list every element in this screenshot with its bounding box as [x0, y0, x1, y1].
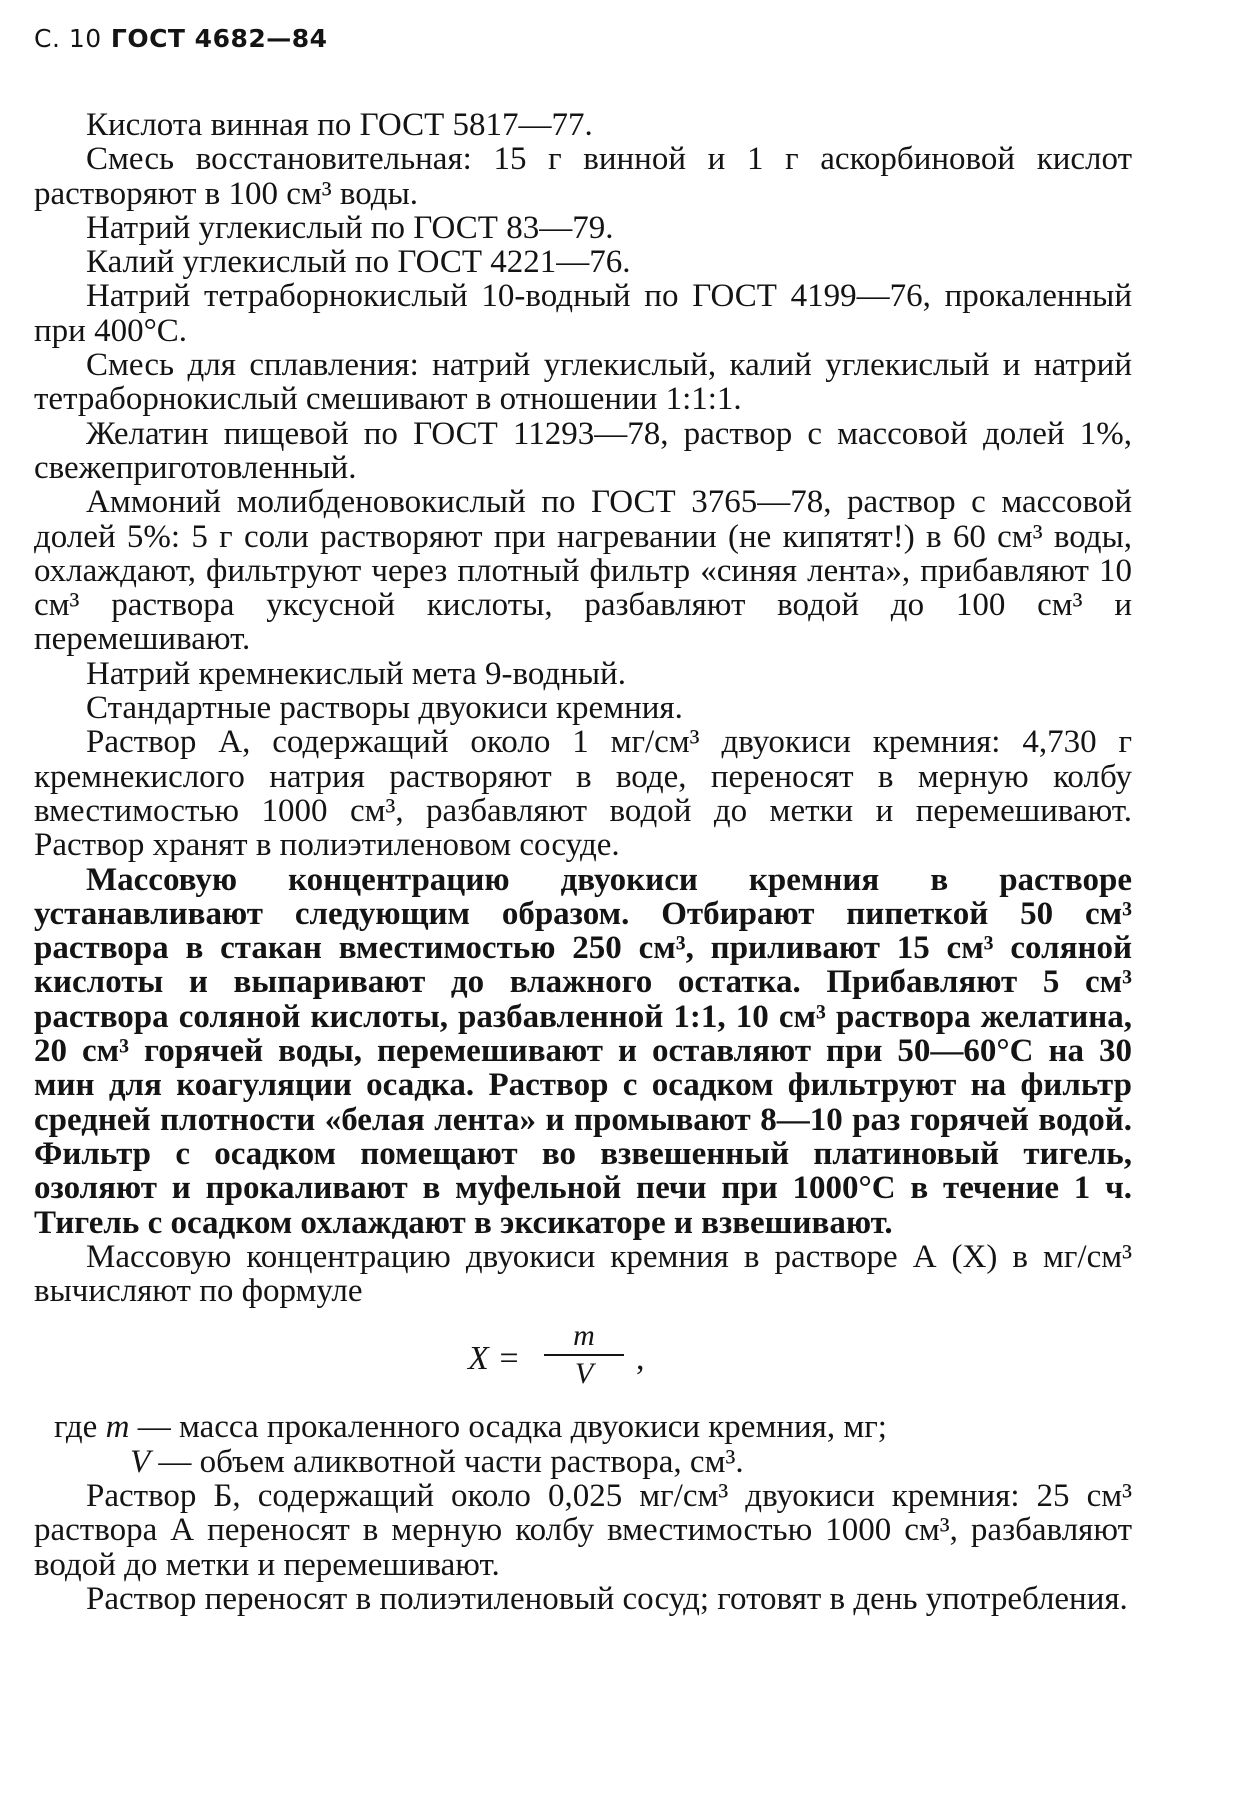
legend-symbol: m — [105, 1409, 130, 1446]
legend-prefix: где — [54, 1409, 98, 1446]
paragraph: Желатин пищевой по ГОСТ 11293—78, раствор с массовой долей 1%, свежеприготовленный. — [34, 415, 1132, 486]
paragraph: Массовую концентрацию двуокиси кремния в растворе устанавливают следующим образом. Отбирают пипеткой 50 см³ раствора в стакан вместимостью 250 см³, приливают 15 см³ соляной кислоты и выпаривают до влажного остатка. Прибавляют 5 см³ раствора соляной кислоты, разбавленной 1:1, 10 см³ раствора желатина, 20 см³ горячей воды, перемешивают и оставляют при 50—60°С на 30 мин для коагуляции осадка. Раствор с осадком фильтруют на фильтр средней плотности «белая лента» и промывают 8—10 раз горячей водой. Фильтр с осадком помещают во взвешенный платиновый тигель, озоляют и прокаливают в муфельной печи при 1000°С в течение 1 ч. Тигель с осадком охлаждают в эксикаторе и взвешивают. — [34, 861, 1132, 1241]
paragraph: Раствор переносят в полиэтиленовый сосуд; готовят в день употребления. — [86, 1580, 1128, 1617]
paragraph: Кислота винная по ГОСТ 5817—77. — [86, 107, 593, 143]
paragraph: Стандартные растворы двуокиси кремния. — [86, 690, 683, 727]
formula-fraction — [544, 1320, 624, 1390]
paragraph: Натрий тетраборнокислый 10-водный по ГОСТ 4199—76, прокаленный при 400°С. — [34, 278, 1132, 349]
formula — [34, 1320, 1132, 1400]
paragraph: Натрий углекислый по ГОСТ 83—79. — [86, 209, 614, 246]
paragraph: Массовую концентрацию двуокиси кремния в растворе А (X) в мг/см³ вычисляют по формуле — [34, 1238, 1132, 1310]
page-number: С. 10 — [34, 24, 102, 53]
legend-text: — масса прокаленного осадка двуокиси кремния, мг; — [137, 1409, 887, 1446]
formula-denominator: V — [574, 1357, 594, 1391]
formula-legend-item — [54, 1410, 1132, 1444]
formula-legend-item — [130, 1445, 1132, 1479]
paragraph: Аммоний молибденовокислый по ГОСТ 3765—78, раствор с массовой долей 5%: 5 г соли растворяют при нагревании (не кипятят!) в 60 см³ воды, охлаждают, фильтруют через плотный фильтр «синяя лента», прибавляют 10 см³ раствора уксусной кислоты, разбавляют водой до 100 см³ и перемешивают. — [34, 484, 1132, 658]
legend-text: — объем аликвотной части раствора, см³. — [158, 1443, 744, 1480]
fraction-bar — [544, 1354, 624, 1356]
legend-symbol: V — [130, 1443, 151, 1480]
formula-comma: , — [636, 1340, 645, 1378]
paragraph: Раствор Б, содержащий около 0,025 мг/см³ двуокиси кремния: 25 см³ раствора А переносят в мерную колбу вместимостью 1000 см³, разбавляют водой до метки и перемешивают. — [34, 1477, 1132, 1583]
paragraph: Смесь восстановительная: 15 г винной и 1 г аскорбиновой кислот растворяют в 100 см³ воды. — [34, 141, 1132, 212]
paragraph: Смесь для сплавления: натрий углекислый, калий углекислый и натрий тетраборнокислый смешивают в отношении 1:1:1. — [34, 347, 1132, 418]
formula-lhs: X = — [468, 1340, 521, 1378]
paragraph: Раствор А, содержащий около 1 мг/см³ двуокиси кремния: 4,730 г кремнекислого натрия растворяют в воде, переносят в мерную колбу вместимостью 1000 см³, разбавляют водой до метки и перемешивают. Раствор хранят в полиэтиленовом сосуде. — [34, 724, 1132, 864]
paragraph: Калий углекислый по ГОСТ 4221—76. — [86, 244, 631, 281]
standard-number: ГОСТ 4682—84 — [110, 24, 328, 53]
page-header — [34, 24, 1132, 54]
formula-numerator: m — [573, 1319, 595, 1353]
paragraph: Натрий кремнекислый мета 9-водный. — [86, 655, 626, 692]
